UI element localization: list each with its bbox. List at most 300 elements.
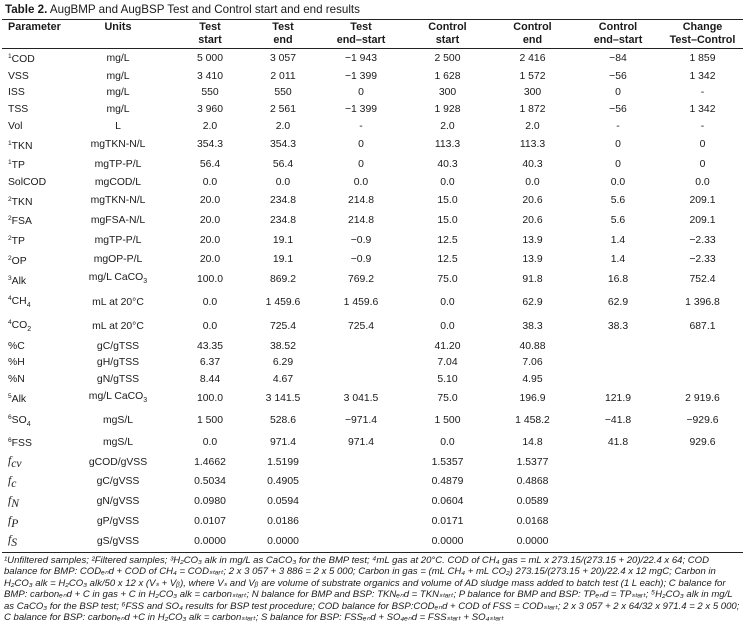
value-cell: 3 960: [196, 104, 223, 116]
column-header-line: start: [198, 33, 222, 46]
table-row: [2, 291, 743, 315]
column-header-line: end–start: [593, 33, 643, 46]
value-cell: 196.9: [519, 392, 546, 404]
units-cell: [64, 493, 172, 513]
value-cell: 769.2: [347, 274, 374, 286]
value-cell: 14.8: [522, 436, 543, 448]
parameter-name: TSS: [8, 104, 29, 116]
value-cell: 91.8: [522, 274, 543, 286]
value-cell: 1 500: [434, 415, 461, 427]
value-cell: [574, 532, 662, 552]
table-row: [2, 493, 743, 513]
value-cell: 1 459.6: [265, 296, 301, 308]
table-caption: [2, 2, 743, 17]
results-table: [2, 19, 743, 553]
units-text: mgFSA-N/L: [90, 214, 146, 226]
value-cell: 40.3: [437, 158, 458, 170]
value-cell: 1.5357: [431, 456, 464, 468]
value-cell: 0.0186: [267, 516, 299, 528]
value-cell: 13.9: [522, 254, 543, 266]
value-cell: 4.67: [272, 374, 294, 386]
parameter-name: FSA: [11, 216, 32, 228]
value-cell: 0: [699, 139, 706, 151]
value-cell: 0.0107: [194, 516, 226, 528]
parameter-cell: [2, 211, 64, 231]
parameter-subscript: P: [11, 516, 19, 530]
parameter-name: %H: [8, 357, 25, 369]
table-row: [2, 315, 743, 339]
units-text: mg/L: [106, 52, 130, 64]
units-text: mgTP-P/L: [94, 158, 142, 170]
value-cell: −0.9: [350, 254, 372, 266]
parameter-cell: [2, 513, 64, 533]
value-cell: 1.4: [610, 234, 626, 246]
parameter-name: ISS: [8, 87, 25, 99]
column-header: [318, 20, 404, 49]
value-cell: 38.52: [269, 340, 296, 352]
value-cell: 20.0: [199, 214, 221, 226]
value-cell: −1 943: [344, 52, 378, 64]
column-header-line: Test–Control: [669, 33, 736, 46]
parameter-name: Alk: [11, 275, 27, 287]
units-text: mL at 20°C: [92, 320, 144, 332]
value-cell: 2.0: [440, 120, 455, 132]
table-page: [2, 2, 743, 624]
table-row: [2, 270, 743, 291]
value-cell: 0.0168: [516, 516, 549, 528]
value-cell: 15.0: [437, 195, 458, 207]
value-cell: 2.0: [525, 120, 540, 132]
value-cell: 209.1: [689, 214, 716, 226]
value-cell: 1 396.8: [685, 296, 720, 308]
units-cell: [64, 473, 172, 493]
value-cell: 75.0: [437, 392, 458, 404]
parameter-subscript: N: [11, 496, 19, 510]
value-cell: 725.4: [347, 320, 374, 332]
value-cell: [574, 372, 662, 389]
value-cell: 0.0: [202, 320, 218, 332]
value-cell: [662, 339, 743, 356]
column-header: [491, 20, 574, 49]
value-cell: [662, 473, 743, 493]
units-cell: [64, 532, 172, 552]
value-cell: [318, 532, 404, 552]
parameter-name: OP: [11, 255, 27, 267]
value-cell: 929.6: [689, 436, 716, 448]
value-cell: 1 928: [434, 104, 461, 116]
table-header: [2, 20, 743, 49]
value-cell: [318, 513, 404, 533]
table-row: [2, 355, 743, 372]
table-body: [2, 49, 743, 553]
value-cell: [662, 355, 743, 372]
value-cell: −929.6: [686, 415, 719, 427]
value-cell: 0: [615, 158, 621, 170]
value-cell: -: [700, 120, 705, 132]
value-cell: 62.9: [522, 296, 543, 308]
value-cell: 113.3: [434, 139, 461, 151]
value-cell: 5.6: [610, 195, 626, 207]
units-cell: [64, 270, 172, 291]
parameter-cell: [2, 389, 64, 410]
value-cell: 300: [523, 87, 542, 99]
value-cell: 0.0000: [404, 532, 491, 552]
value-cell: 234.8: [269, 195, 296, 207]
table-row: [2, 69, 743, 86]
table-row: [2, 532, 743, 552]
parameter-name: FSS: [11, 438, 32, 450]
column-header: [404, 20, 491, 49]
parameter-cell: [2, 119, 64, 136]
value-cell: 0.0: [695, 176, 710, 188]
table-row: [2, 389, 743, 410]
value-cell: 354.3: [269, 139, 296, 151]
value-cell: 209.1: [689, 195, 716, 207]
value-cell: 8.44: [199, 374, 221, 386]
column-header-line: Units: [104, 21, 132, 33]
value-cell: 75.0: [437, 274, 458, 286]
parameter-cell: [2, 453, 64, 473]
parameter-subscript: cv: [11, 457, 22, 471]
value-cell: [662, 532, 743, 552]
value-cell: −0.9: [350, 234, 372, 246]
value-cell: 2 561: [269, 104, 296, 116]
units-cell: [64, 339, 172, 356]
value-cell: 5.6: [610, 214, 626, 226]
parameter-cell: [2, 291, 64, 315]
footnote-marker: 3: [8, 274, 12, 282]
value-cell: [318, 355, 404, 372]
value-cell: 1 872: [519, 104, 546, 116]
units-cell: [64, 513, 172, 533]
parameter-cell: [2, 410, 64, 434]
parameter-cell: [2, 270, 64, 291]
parameter-cell: [2, 251, 64, 271]
value-cell: 121.9: [604, 392, 631, 404]
value-cell: 1 342: [689, 70, 716, 82]
column-header-line: Control: [513, 21, 552, 33]
parameter-name: f: [8, 493, 12, 507]
value-cell: 38.3: [607, 320, 629, 332]
parameter-cell: [2, 532, 64, 552]
value-cell: 214.8: [347, 214, 374, 226]
value-cell: 3 410: [196, 70, 223, 82]
units-text: gS/gVSS: [96, 535, 140, 547]
parameter-name: TKN: [11, 140, 33, 152]
footnote-marker: 1: [8, 159, 12, 167]
value-cell: 0.0: [202, 436, 218, 448]
parameter-name: f: [8, 533, 12, 547]
footnote-marker: 5: [8, 393, 12, 401]
table-row: [2, 49, 743, 69]
table-row: [2, 372, 743, 389]
value-cell: 1 459.6: [343, 296, 379, 308]
value-cell: -: [359, 120, 363, 132]
column-header-line: Test: [350, 21, 372, 33]
value-cell: 41.20: [434, 340, 461, 352]
table-row: [2, 155, 743, 175]
value-cell: [662, 513, 743, 533]
value-cell: [574, 355, 662, 372]
value-cell: [662, 453, 743, 473]
units-cell: [64, 211, 172, 231]
table-row: [2, 85, 743, 102]
units-text: mgCOD/L: [94, 176, 142, 188]
value-cell: 20.6: [522, 214, 543, 226]
value-cell: −41.8: [604, 415, 632, 427]
units-text: gH/gTSS: [96, 357, 140, 369]
value-cell: 0.0: [525, 176, 540, 188]
column-header-line: start: [435, 33, 460, 46]
units-text: mgTP-P/L: [94, 234, 142, 246]
units-text: gC/gTSS: [96, 340, 140, 352]
parameter-name: TKN: [11, 196, 33, 208]
value-cell: 5.10: [437, 374, 458, 386]
units-cell: [64, 69, 172, 86]
units-text: mg/L: [106, 70, 130, 82]
value-cell: 2.0: [202, 120, 218, 132]
value-cell: 550: [201, 87, 219, 99]
value-cell: 100.0: [196, 274, 223, 286]
column-header-line: Change: [682, 21, 723, 33]
value-cell: 56.4: [199, 158, 221, 170]
value-cell: 0.0: [353, 176, 369, 188]
value-cell: [574, 453, 662, 473]
table-row: [2, 119, 743, 136]
value-cell: 0.0: [610, 176, 626, 188]
table-row: [2, 513, 743, 533]
units-text: mgTKN-N/L: [90, 139, 146, 151]
value-cell: 2 416: [519, 52, 546, 64]
table-row: [2, 410, 743, 434]
value-cell: -: [616, 120, 620, 132]
units-text: mg/L CaCO: [88, 272, 144, 284]
value-cell: 0: [358, 158, 364, 170]
parameter-cell: [2, 102, 64, 119]
table-label: Table 2.: [5, 3, 48, 16]
column-header-line: end: [273, 33, 293, 46]
value-cell: 971.4: [347, 436, 374, 448]
value-cell: 0.0171: [431, 516, 464, 528]
value-cell: 0.0: [440, 176, 455, 188]
value-cell: 214.8: [347, 195, 374, 207]
parameter-cell: [2, 433, 64, 453]
units-subscript: 3: [143, 396, 148, 404]
units-cell: [64, 291, 172, 315]
value-cell: [318, 473, 404, 493]
value-cell: 1.5199: [267, 456, 299, 468]
value-cell: 234.8: [269, 214, 296, 226]
column-header: [662, 20, 743, 49]
parameter-cell: [2, 85, 64, 102]
value-cell: 4.95: [522, 374, 543, 386]
footnote-marker: 2: [8, 215, 12, 223]
value-cell: 62.9: [607, 296, 629, 308]
parameter-cell: [2, 192, 64, 212]
column-header: [248, 20, 318, 49]
parameter-cell: [2, 175, 64, 192]
units-cell: [64, 251, 172, 271]
column-header-line: end: [522, 33, 543, 46]
value-cell: 0.0: [440, 320, 455, 332]
value-cell: 5 000: [196, 52, 223, 64]
parameter-name: %N: [8, 374, 25, 386]
table-title: AugBMP and AugBSP Test and Control start and end results: [49, 3, 360, 16]
value-cell: 0.0594: [267, 496, 299, 508]
value-cell: 0.0: [202, 176, 218, 188]
value-cell: 1.5377: [516, 456, 549, 468]
units-cell: [64, 410, 172, 434]
table-row: [2, 433, 743, 453]
parameter-name: Vol: [8, 120, 23, 132]
value-cell: 6.29: [272, 357, 294, 369]
units-cell: [64, 155, 172, 175]
value-cell: [318, 453, 404, 473]
table-row: [2, 175, 743, 192]
units-text: gN/gVSS: [96, 496, 140, 508]
value-cell: 20.6: [522, 195, 543, 207]
units-cell: [64, 453, 172, 473]
footnote-marker: 4: [8, 295, 12, 303]
value-cell: [574, 513, 662, 533]
value-cell: 0.0: [440, 296, 455, 308]
value-cell: [318, 372, 404, 389]
column-header: [172, 20, 248, 49]
value-cell: 0.5034: [194, 476, 226, 488]
value-cell: 0.4879: [431, 476, 464, 488]
value-cell: 752.4: [689, 274, 716, 286]
column-header-line: Parameter: [8, 21, 61, 33]
parameter-cell: [2, 493, 64, 513]
value-cell: 12.5: [437, 254, 458, 266]
value-cell: 0: [358, 87, 364, 99]
units-text: mL at 20°C: [92, 296, 144, 308]
value-cell: 1 859: [689, 52, 716, 64]
value-cell: 0.0000: [172, 532, 248, 552]
parameter-name: CO: [11, 320, 28, 331]
parameter-subscript: 2: [27, 326, 32, 334]
parameter-name: f: [8, 454, 12, 468]
table-row: [2, 453, 743, 473]
value-cell: 20.0: [199, 234, 221, 246]
parameter-name: SO: [11, 414, 27, 426]
units-text: gC/gVSS: [96, 476, 140, 488]
parameter-subscript: c: [11, 477, 17, 491]
column-header-line: Control: [598, 21, 638, 33]
units-text: gP/gVSS: [96, 516, 140, 528]
value-cell: [662, 372, 743, 389]
value-cell: [574, 473, 662, 493]
parameter-cell: [2, 473, 64, 493]
units-text: mgS/L: [102, 415, 134, 427]
value-cell: 2 919.6: [685, 392, 720, 404]
value-cell: 0.0: [440, 436, 455, 448]
units-cell: [64, 355, 172, 372]
value-cell: 3 141.5: [265, 392, 301, 404]
units-cell: [64, 433, 172, 453]
value-cell: 6.37: [199, 357, 221, 369]
value-cell: 41.8: [607, 436, 629, 448]
value-cell: 1 458.2: [515, 415, 550, 427]
value-cell: 1.4: [610, 254, 626, 266]
value-cell: 16.8: [607, 274, 629, 286]
units-cell: [64, 372, 172, 389]
units-cell: [64, 192, 172, 212]
value-cell: 56.4: [272, 158, 294, 170]
value-cell: 2.0: [275, 120, 291, 132]
units-subscript: 3: [143, 278, 148, 286]
value-cell: −1 399: [344, 70, 378, 82]
units-text: mg/L: [106, 87, 130, 99]
value-cell: 7.06: [522, 357, 543, 369]
value-cell: 40.3: [522, 158, 543, 170]
units-text: mg/L: [106, 104, 130, 116]
parameter-name: %C: [8, 340, 25, 352]
value-cell: 1.4662: [194, 456, 226, 468]
footnote-marker: 2: [8, 195, 12, 203]
parameter-name: f: [8, 513, 12, 527]
value-cell: 38.3: [522, 320, 543, 332]
table-row: [2, 211, 743, 231]
parameter-name: TP: [11, 160, 25, 172]
value-cell: 0.0980: [194, 496, 226, 508]
parameter-cell: [2, 49, 64, 69]
parameter-cell: [2, 372, 64, 389]
value-cell: 1 500: [196, 415, 223, 427]
units-cell: [64, 102, 172, 119]
value-cell: -: [700, 87, 705, 99]
footnote-marker: 1: [8, 53, 12, 60]
units-text: mgS/L: [102, 436, 134, 448]
footnote-marker: 6: [8, 413, 12, 421]
footnote-marker: 2: [8, 235, 12, 243]
footnote-marker: 6: [8, 437, 12, 445]
value-cell: 0.0: [202, 296, 218, 308]
value-cell: 0.0000: [248, 532, 318, 552]
table-row: [2, 102, 743, 119]
column-header-line: Control: [428, 21, 467, 33]
value-cell: −2.33: [689, 254, 716, 266]
value-cell: 43.35: [196, 340, 223, 352]
value-cell: 869.2: [269, 274, 296, 286]
parameter-cell: [2, 69, 64, 86]
units-text: mgTKN-N/L: [90, 195, 146, 207]
value-cell: [318, 339, 404, 356]
value-cell: 20.0: [199, 254, 221, 266]
parameter-name: VSS: [8, 70, 29, 82]
parameter-cell: [2, 155, 64, 175]
column-header: [2, 20, 64, 49]
parameter-subscript: 4: [26, 302, 31, 310]
value-cell: 13.9: [522, 234, 543, 246]
units-cell: [64, 315, 172, 339]
units-text: mg/L CaCO: [88, 390, 144, 402]
parameter-name: TP: [11, 236, 25, 248]
value-cell: 113.3: [519, 139, 546, 151]
value-cell: 0.0000: [491, 532, 574, 552]
units-text: gN/gTSS: [96, 374, 140, 386]
value-cell: 20.0: [199, 195, 221, 207]
value-cell: 1 628: [434, 70, 461, 82]
parameter-cell: [2, 231, 64, 251]
value-cell: −2.33: [689, 234, 716, 246]
value-cell: 0: [615, 87, 621, 99]
units-cell: [64, 49, 172, 69]
units-cell: [64, 85, 172, 102]
value-cell: 1 572: [519, 70, 546, 82]
value-cell: 0.0604: [431, 496, 464, 508]
value-cell: 19.1: [272, 234, 294, 246]
